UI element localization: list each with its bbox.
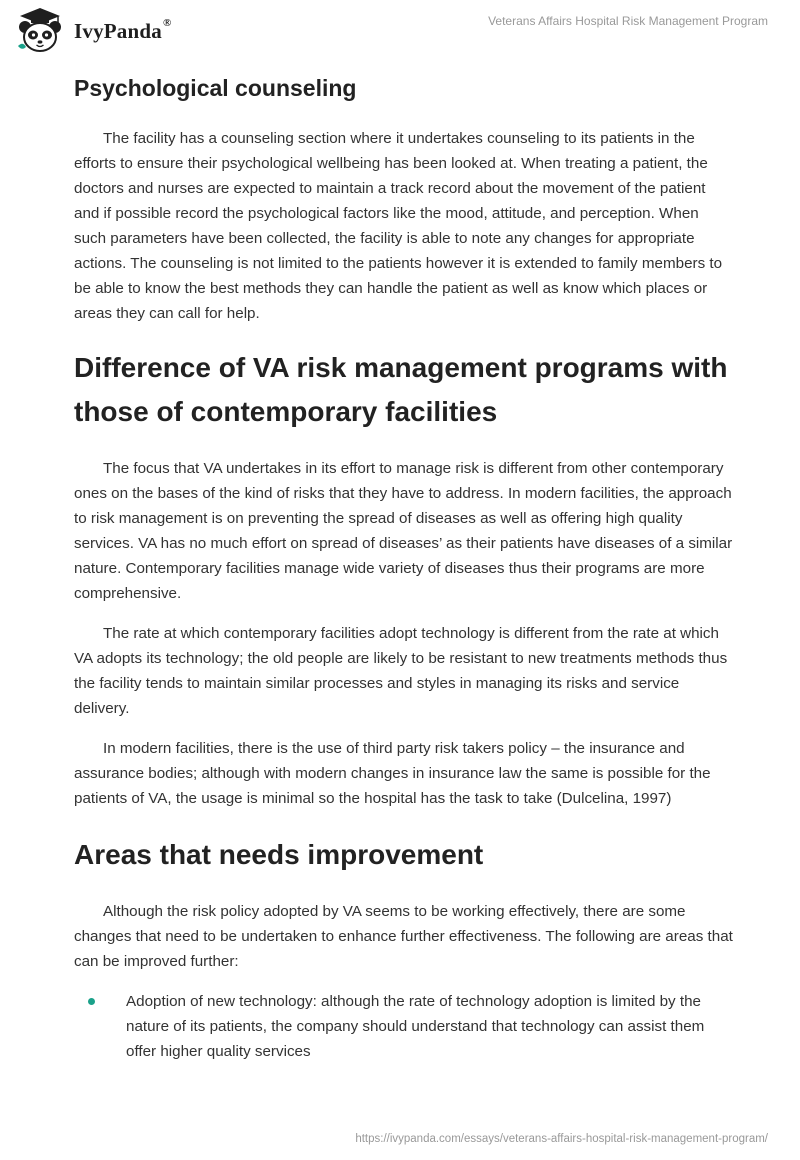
bullet-dot-icon	[88, 998, 95, 1005]
improvement-list	[74, 989, 734, 1064]
list-item-text: Adoption of new technology: although the rate of technology adoption is limited by the nature of its patients, the company should understand that technology can assist them offer higher quality services	[126, 993, 705, 1060]
section-heading: Difference of VA risk management programs with those of contemporary facilities	[74, 352, 728, 427]
paragraph: In modern facilities, there is the use of third party risk takers policy – the insurance and assurance bodies; although with modern changes in insurance law the same is possible for the patients of VA, the usage is minimal so the hospital has the task to take (Dulcelina, 1997)	[74, 740, 711, 807]
brand-name: IvyPanda®	[74, 16, 172, 43]
section-va-difference	[74, 346, 734, 811]
paragraph: The rate at which contemporary facilities adopt technology is different from the rate at which VA adopts its technology; the old people are likely to be resistant to new treatments methods thus the facility tends to maintain similar processes and styles in managing its risks and service delivery.	[74, 625, 728, 717]
ivypanda-logo[interactable]	[14, 6, 171, 54]
panda-graduate-icon	[14, 6, 66, 54]
essay-content	[74, 70, 734, 1064]
section-heading: Psychological counseling	[74, 75, 357, 101]
paragraph: The facility has a counseling section where it undertakes counseling to its patients in the efforts to ensure their psychological wellbeing has been looked at. When treating a patient, the doctors and nurses are expected to maintain a track record about the movement of the patient and if possible record the psychological factors like the mood, attitude, and perception. When such parameters have been collected, the facility is able to note any changes for appropriate actions. The counseling is not limited to the patients however it is extended to family members to be able to know the best methods they can handle the patient as well as know which places or areas they can call for help.	[74, 130, 723, 322]
paragraph: Although the risk policy adopted by VA seems to be working effectively, there are some changes that need to be undertaken to enhance further effectiveness. The following are areas that can be improved further:	[74, 903, 733, 970]
list-item	[74, 989, 734, 1064]
section-heading: Areas that needs improvement	[74, 839, 484, 870]
paragraph: The focus that VA undertakes in its effort to manage risk is different from other contemporary ones on the bases of the kind of risks that they have to address. In modern facilities, the approach to risk management is on preventing the spread of diseases as well as offering high quality services. VA has no much effort on spread of diseases’ as their patients have diseases of a similar nature. Contemporary facilities manage wide variety of diseases thus their programs are more comprehensive.	[74, 460, 733, 602]
section-psychological-counseling	[74, 70, 734, 326]
source-url-link[interactable]: https://ivypanda.com/essays/veterans-affairs-hospital-risk-management-program/	[355, 1133, 768, 1145]
section-areas-improvement	[74, 833, 734, 1064]
document-title: Veterans Affairs Hospital Risk Management Program	[488, 14, 768, 28]
page-header	[0, 0, 800, 60]
